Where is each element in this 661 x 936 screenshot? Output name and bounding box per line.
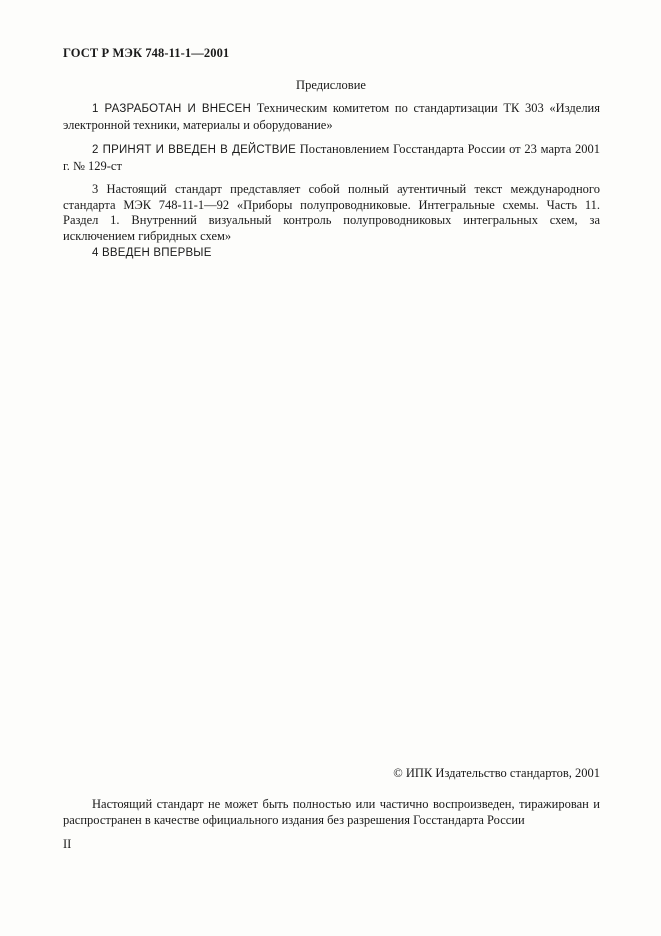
foreword-item-1-text: Техническим комитетом по стандартизации ТК 303 «Изделия электронной техники, материалы и оборудование» (63, 101, 600, 132)
foreword-item-4 (63, 245, 600, 262)
foreword-item-2-text: Постановлением Госстандарта России от 23 марта 2001 г. № 129-ст (63, 142, 601, 173)
document-code: ГОСТ Р МЭК 748-11-1—2001 (63, 46, 230, 60)
foreword-item-1 (63, 101, 600, 133)
legal-notice: Настоящий стандарт не может быть полностью или частично воспроизведен, тиражирован и распространен в качестве официального издания без разрешения Госстандарта России (63, 797, 600, 827)
copyright-notice: © ИПК Издательство стандартов, 2001 (393, 766, 600, 780)
foreword-item-3 (63, 182, 600, 244)
foreword-item-2-lead: 2 ПРИНЯТ И ВВЕДЕН В ДЕЙСТВИЕ (92, 144, 296, 156)
foreword-title: Предисловие (296, 78, 366, 92)
foreword-item-4-lead: 4 ВВЕДЕН ВПЕРВЫЕ (92, 247, 212, 259)
page-number: II (63, 837, 72, 851)
foreword-item-1-lead: 1 РАЗРАБОТАН И ВНЕСЕН (92, 103, 252, 115)
foreword-item-3-text: 3 Настоящий стандарт представляет собой полный аутентичный текст международного стандарта МЭК 748-11-1—92 «Приборы полупроводниковые. Интегральные схемы. Часть 11. Раздел 1. Внутренний визуальный контроль полупроводниковых интегральных схем, за исключением гибридных схем» (63, 182, 600, 243)
foreword-item-2 (63, 142, 600, 174)
